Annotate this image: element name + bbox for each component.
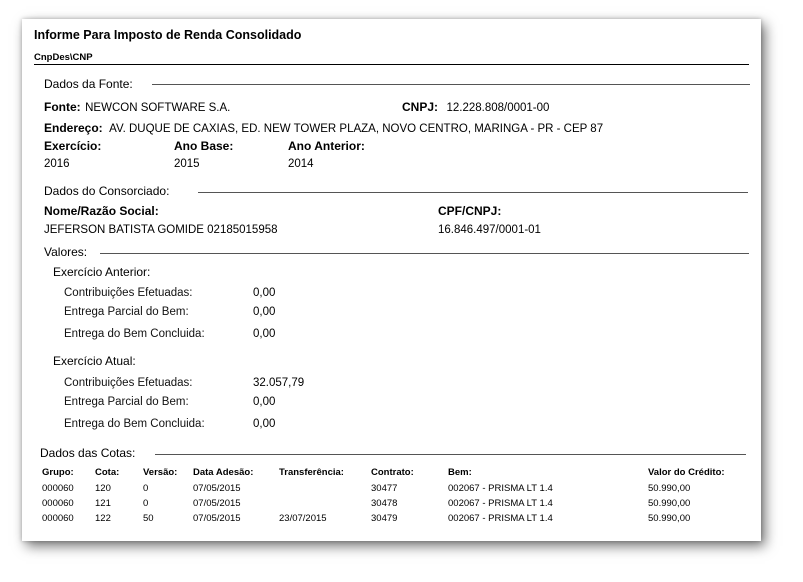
atual-concluida-label: Entrega do Bem Concluida: <box>64 418 205 430</box>
cell-grupo: 000060 <box>42 513 74 524</box>
cell-valor-credito: 50.990,00 <box>648 513 691 524</box>
exercicio-anterior-title: Exercício Anterior: <box>53 265 151 279</box>
col-header-valor-credito: Valor do Crédito: <box>648 467 725 478</box>
cell-contrato: 30479 <box>371 513 398 524</box>
fonte-label: Fonte: <box>44 100 81 114</box>
cell-cota: 121 <box>95 498 111 509</box>
report-path: CnpDes\CNP <box>34 52 93 63</box>
ano-anterior-label: Ano Anterior: <box>288 139 365 153</box>
atual-contrib-value: 32.057,79 <box>253 377 305 389</box>
cell-cota: 120 <box>95 483 111 494</box>
ano-base-label: Ano Base: <box>174 139 234 153</box>
exercicio-label: Exercício: <box>44 139 102 153</box>
atual-parcial-label: Entrega Parcial do Bem: <box>64 396 189 408</box>
atual-concluida-value: 0,00 <box>253 418 276 430</box>
exercicio-atual-title: Exercício Atual: <box>53 354 136 368</box>
cell-data-adesao: 07/05/2015 <box>193 513 241 524</box>
cell-grupo: 000060 <box>42 483 74 494</box>
anterior-contrib-label: Contribuições Efetuadas: <box>64 287 193 299</box>
cell-transferencia: 23/07/2015 <box>279 513 327 524</box>
report-page <box>22 19 761 541</box>
col-header-contrato: Contrato: <box>371 467 414 478</box>
cell-contrato: 30477 <box>371 483 398 494</box>
cpf-value: 16.846.497/0001-01 <box>438 224 541 236</box>
nome-value: JEFERSON BATISTA GOMIDE 02185015958 <box>44 224 278 236</box>
cell-cota: 122 <box>95 513 111 524</box>
col-header-cota: Cota: <box>95 467 120 478</box>
section-divider <box>152 84 750 85</box>
header-divider <box>34 64 749 65</box>
section-dados-consorciado: Dados do Consorciado: <box>44 184 170 198</box>
col-header-data-adesao: Data Adesão: <box>193 467 254 478</box>
cell-versao: 0 <box>143 483 149 494</box>
cnpj-value: 12.228.808/0001-00 <box>446 102 550 114</box>
cell-bem: 002067 - PRISMA LT 1.4 <box>448 483 553 494</box>
cell-contrato: 30478 <box>371 498 398 509</box>
cell-grupo: 000060 <box>42 498 74 509</box>
endereco-row <box>44 119 603 137</box>
section-dados-fonte: Dados da Fonte: <box>44 77 133 91</box>
endereco-label: Endereço: <box>44 121 103 135</box>
exercicio-value: 2016 <box>44 158 70 170</box>
cnpj-row <box>402 98 549 116</box>
section-dados-cotas: Dados das Cotas: <box>40 446 136 460</box>
endereco-value: AV. DUQUE DE CAXIAS, ED. NEW TOWER PLAZA, NOVO CENTRO, MARINGA - PR - CEP 87 <box>109 123 604 135</box>
atual-parcial-value: 0,00 <box>253 396 276 408</box>
col-header-versao: Versão: <box>143 467 178 478</box>
section-valores: Valores: <box>44 245 88 259</box>
nome-label: Nome/Razão Social: <box>44 204 159 218</box>
cpf-label: CPF/CNPJ: <box>438 204 502 218</box>
anterior-contrib-value: 0,00 <box>253 287 276 299</box>
anterior-concluida-label: Entrega do Bem Concluida: <box>64 328 205 340</box>
fonte-row <box>44 98 230 116</box>
cell-versao: 50 <box>143 513 154 524</box>
report-title: Informe Para Imposto de Renda Consolidado <box>34 28 302 42</box>
col-header-transferencia: Transferência: <box>279 467 344 478</box>
cell-valor-credito: 50.990,00 <box>648 498 691 509</box>
cell-bem: 002067 - PRISMA LT 1.4 <box>448 498 553 509</box>
cnpj-label: CNPJ: <box>402 100 439 114</box>
col-header-grupo: Grupo: <box>42 467 74 478</box>
section-divider <box>100 253 749 254</box>
anterior-parcial-label: Entrega Parcial do Bem: <box>64 306 189 318</box>
cell-versao: 0 <box>143 498 149 509</box>
col-header-bem: Bem: <box>448 467 472 478</box>
ano-anterior-value: 2014 <box>288 158 314 170</box>
cell-bem: 002067 - PRISMA LT 1.4 <box>448 513 553 524</box>
anterior-parcial-value: 0,00 <box>253 306 276 318</box>
atual-contrib-label: Contribuições Efetuadas: <box>64 377 193 389</box>
section-divider <box>198 192 748 193</box>
anterior-concluida-value: 0,00 <box>253 328 276 340</box>
fonte-value: NEWCON SOFTWARE S.A. <box>85 102 231 114</box>
ano-base-value: 2015 <box>174 158 200 170</box>
section-divider <box>155 454 746 455</box>
cell-valor-credito: 50.990,00 <box>648 483 691 494</box>
cell-data-adesao: 07/05/2015 <box>193 498 241 509</box>
cell-data-adesao: 07/05/2015 <box>193 483 241 494</box>
